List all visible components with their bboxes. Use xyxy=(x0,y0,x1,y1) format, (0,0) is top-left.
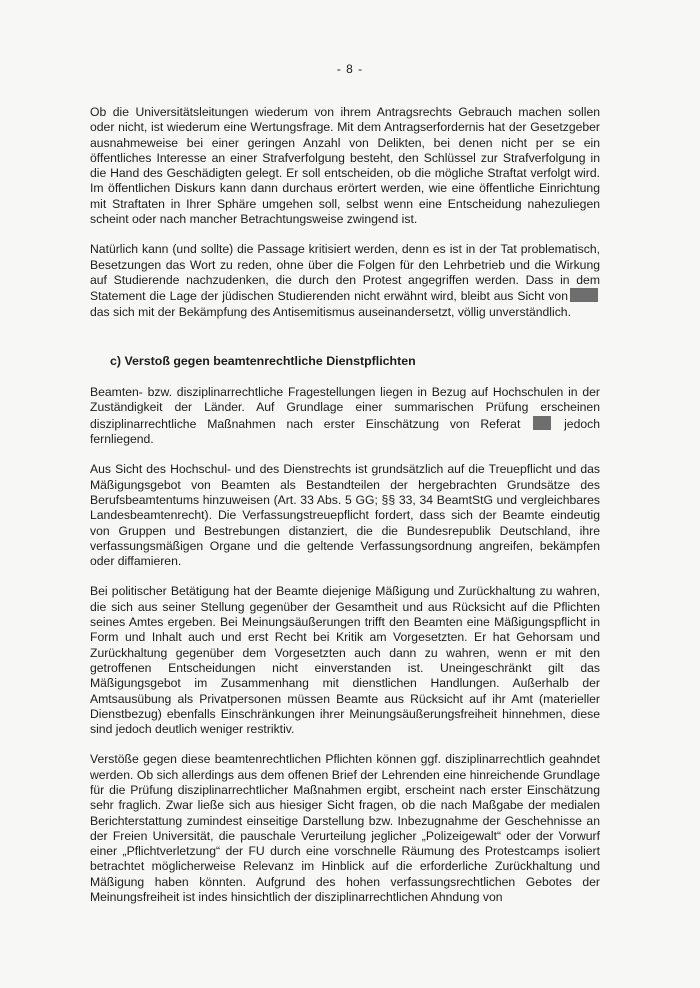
paragraph-3-text-a: Beamten- bzw. disziplinarrechtliche Fragestellungen liegen in Bezug auf Hochschulen in der Zuständigkeit der Länder. Auf Grundlage einer summarischen Prüfung erscheinen disziplinarrechtliche Maßnahmen nach erster Einschätzung von Referat xyxy=(90,385,600,431)
section-heading: c) Verstoß gegen beamtenrechtliche Dienstpflichten xyxy=(110,353,416,368)
paragraph-2 xyxy=(90,242,600,319)
paragraph-4: Aus Sicht des Hochschul- und des Dienstrechts ist grundsätzlich auf die Treuepflicht und das Mäßigungsgebot von Beamten als Bestandteilen der hergebrachten Grundsätze des Berufsbeamtentums hinzuweisen (Art. 33 Abs. 5 GG; §§ 33, 34 BeamtStG und vergleichbares Landesbeamtenrecht). Die Verfassungstreuepflicht fordert, dass sich der Beamte eindeutig von Gruppen und Bestrebungen distanziert, die die Bundesrepublik Deutschland, ihre verfassungsmäßigen Organe und die geltende Verfassungsordnung angreifen, bekämpfen oder diffamieren. xyxy=(90,462,600,569)
paragraph-6: Verstöße gegen diese beamtenrechtlichen Pflichten können ggf. disziplinarrechtlich geahndet werden. Ob sich allerdings aus dem offenen Brief der Lehrenden eine hinreichende Grundlage für die Prüfung disziplinarrechtlicher Maßnahmen ergibt, erscheint nach erster Einschätzung sehr fraglich. Zwar ließe sich aus hiesiger Sicht fragen, ob die nach Maßgabe der medialen Berichterstattung zumindest einseitige Darstellung bzw. Inbezugnahme der Geschehnisse an der Freien Universität, die pauschale Verurteilung jeglicher „Polizeigewalt“ oder der Vorwurf einer „Pflichtverletzung“ der FU durch eine vorschnelle Räumung des Protestcamps isoliert betrachtet möglicherweise Relevanz im Hinblick auf die erforderliche Zurückhaltung und Mäßigung haben könnten. Aufgrund des hohen verfassungsrechtlichen Gebotes der Meinungsfreiheit ist indes hinsichtlich der disziplinarrechtlichen Ahndung von xyxy=(90,752,600,905)
paragraph-3 xyxy=(90,385,600,447)
paragraph-1: Ob die Universitätsleitungen wiederum von ihrem Antragsrechts Gebrauch machen sollen oder nicht, ist wiederum eine Wertungsfrage. Mit dem Antragserfordernis hat der Gesetzgeber ausnahmeweise bei einer geringen Anzahl von Delikten, bei denen nicht per se ein öffentliches Interesse an einer Strafverfolgung besteht, den Schlüssel zur Strafverfolgung in die Hand des Geschädigten gelegt. Er soll entscheiden, ob die mögliche Straftat verfolgt wird. Im öffentlichen Diskurs kann dann durchaus erörtert werden, wie eine öffentliche Einrichtung mit Straftaten in Ihrer Sphäre umgehen soll, selbst wenn eine Entscheidung nahezuliegen scheint oder nach mancher Betrachtungsweise zwingend ist. xyxy=(90,105,600,227)
page-number: - 8 - xyxy=(336,62,364,76)
paragraph-2-text-b: das sich mit der Bekämpfung des Antisemitismus auseinandersetzt, völlig unverständlich. xyxy=(90,304,571,319)
paragraph-2-text-a: Natürlich kann (und sollte) die Passage kritisiert werden, denn es ist in der Tat problematisch, Besetzungen das Wort zu reden, ohne über die Folgen für den Lehrbetrieb und die Wirkung auf Studierende nachzudenken, die durch den Protest angegriffen werden. Dass in dem Statement die Lage der jüdischen Studierenden nicht erwähnt wird, bleibt aus Sicht von xyxy=(90,242,600,304)
redaction-box xyxy=(570,288,598,302)
paragraph-3-text-b: jedoch fernliegend. xyxy=(90,416,600,447)
redaction-box xyxy=(533,416,551,430)
document-body xyxy=(90,105,600,920)
paragraph-5: Bei politischer Betätigung hat der Beamte diejenige Mäßigung und Zurückhaltung zu wahren, die sich aus seiner Stellung gegenüber der Gesamtheit und aus Rücksicht auf die Pflichten seines Amtes ergeben. Bei Meinungsäußerungen trifft den Beamten eine Mäßigungspflicht in Form und Inhalt auch und erst Recht bei Kritik am Vorgesetzten. Er hat Gehorsam und Zurückhaltung gegenüber dem Vorgesetzten auch dann zu wahren, wenn er mit den getroffenen Entscheidungen nicht einverstanden ist. Uneingeschränkt gilt das Mäßigungsgebot im Zusammenhang mit dienstlichen Handlungen. Außerhalb der Amtsausübung als Privatpersonen müssen Beamte aus Rücksicht auf ihr Amt (materieller Dienstbezug) ebenfalls Einschränkungen ihrer Meinungsäußerungsfreiheit hinnehmen, diese sind jedoch deutlich weniger restriktiv. xyxy=(90,584,600,737)
